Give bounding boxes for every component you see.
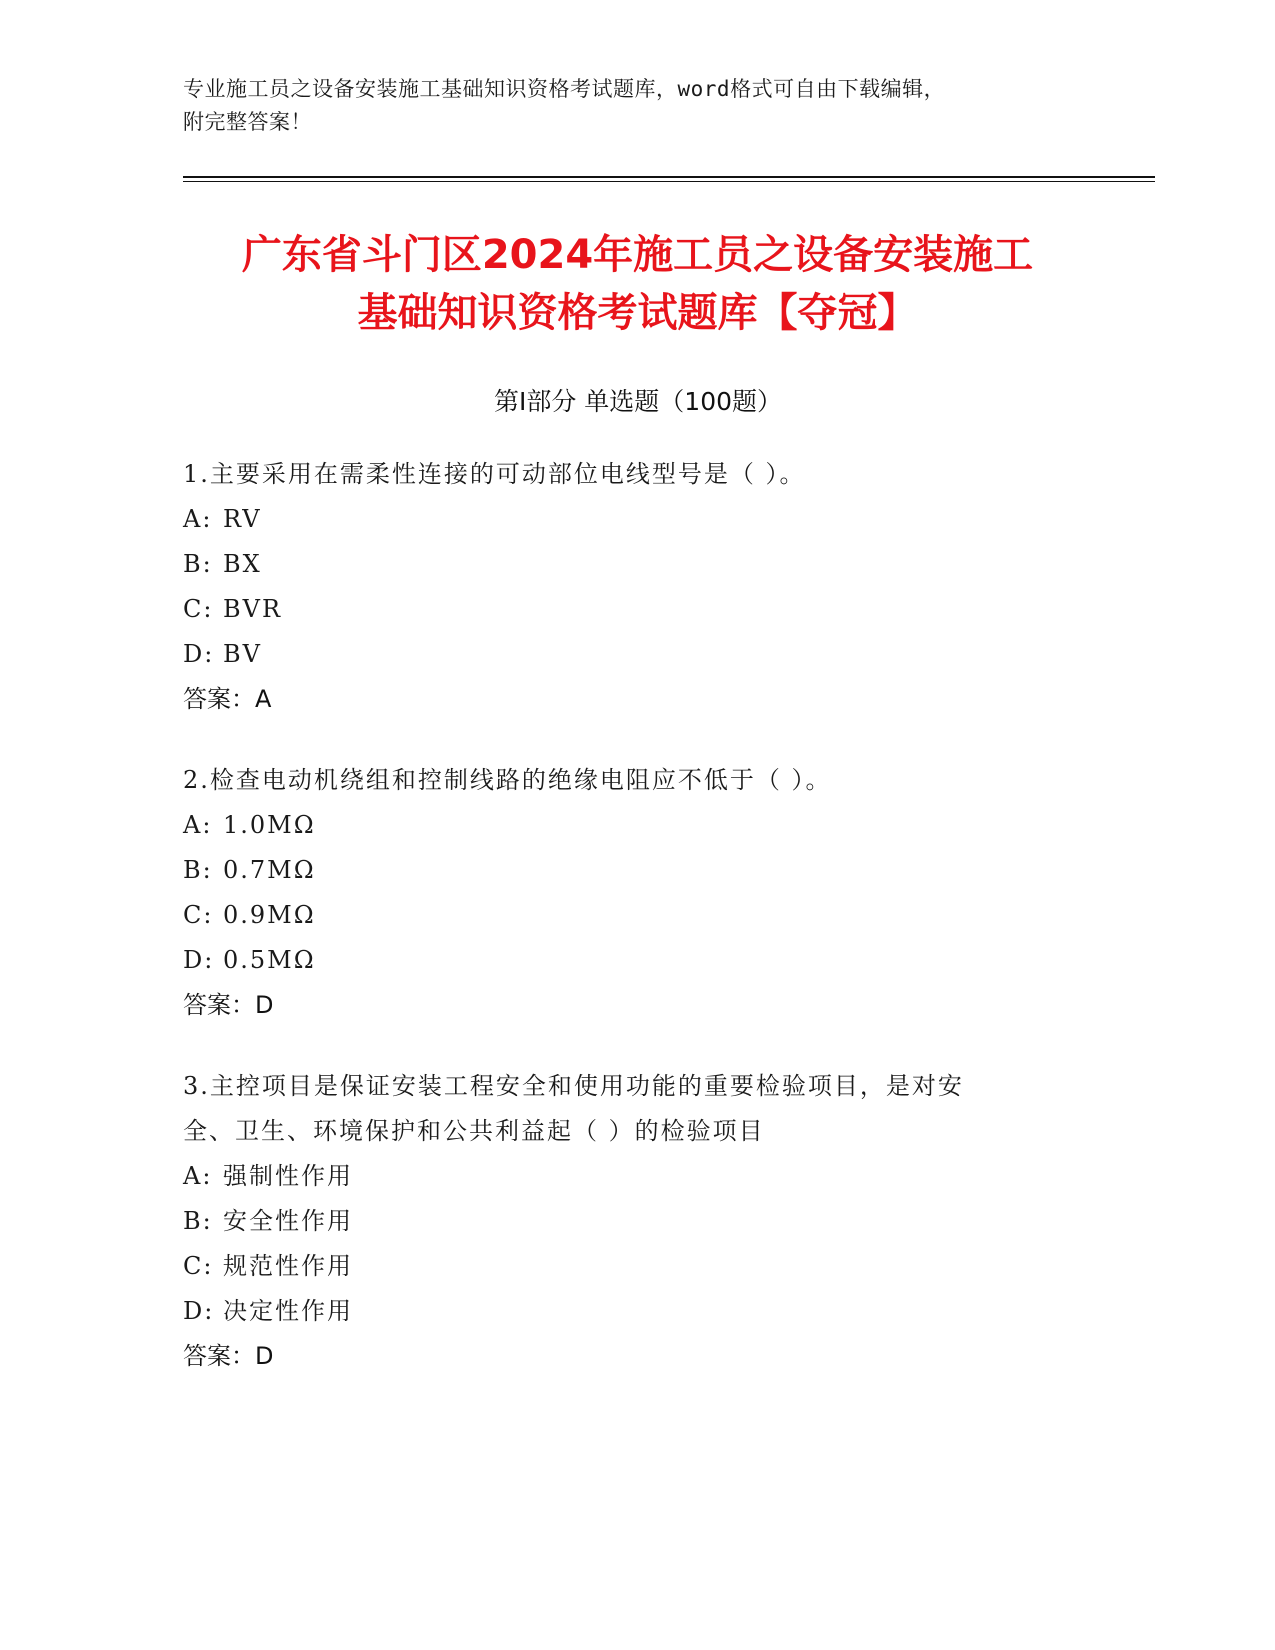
question-stem: 1.主要采用在需柔性连接的可动部位电线型号是（ ）。 xyxy=(183,460,806,488)
option-key: C: xyxy=(183,1252,214,1280)
answer-line: 答案：D xyxy=(183,1342,274,1370)
header-note-line: 专业施工员之设备安装施工基础知识资格考试题库，word格式可自由下载编辑， xyxy=(183,77,946,101)
section-heading: 第Ⅰ部分 单选题（100题） xyxy=(493,387,783,416)
option-d xyxy=(183,632,1083,677)
header-divider xyxy=(183,176,1155,178)
document-title-line: 广东省斗门区2024年施工员之设备安装施工 xyxy=(241,232,1034,278)
option-text: 决定性作用 xyxy=(223,1297,353,1325)
option-text: 0.7MΩ xyxy=(223,856,316,884)
document-title-line: 基础知识资格考试题库【夺冠】 xyxy=(357,290,918,336)
option-text: 规范性作用 xyxy=(223,1252,353,1280)
question-stem: 3.主控项目是保证安装工程安全和使用功能的重要检验项目，是对安 xyxy=(183,1072,964,1100)
document-title xyxy=(150,226,1125,342)
option-text: 0.9MΩ xyxy=(223,901,316,929)
option-text: 安全性作用 xyxy=(223,1207,353,1235)
question-2 xyxy=(183,758,1083,1028)
answer-line: 答案：D xyxy=(183,991,274,1019)
option-key: A: xyxy=(183,1162,213,1190)
option-d xyxy=(183,938,1083,983)
option-key: B: xyxy=(183,1207,213,1235)
header-note-line: 附完整答案！ xyxy=(183,110,312,134)
option-key: D: xyxy=(183,640,215,668)
option-text: BVR xyxy=(223,595,283,623)
option-text: BV xyxy=(223,640,262,668)
option-a xyxy=(183,803,1083,848)
option-text: RV xyxy=(223,505,262,533)
option-key: C: xyxy=(183,901,214,929)
option-b xyxy=(183,848,1083,893)
question-stem: 2.检查电动机绕组和控制线路的绝缘电阻应不低于（ ）。 xyxy=(183,766,832,794)
question-3 xyxy=(183,1064,1083,1379)
option-key: B: xyxy=(183,550,213,578)
answer-line: 答案：A xyxy=(183,685,272,713)
option-text: BX xyxy=(223,550,262,578)
option-c xyxy=(183,587,1083,632)
option-key: A: xyxy=(183,505,213,533)
header-note xyxy=(183,73,1063,139)
option-key: D: xyxy=(183,946,215,974)
option-b xyxy=(183,1199,1083,1244)
option-d xyxy=(183,1289,1083,1334)
option-key: D: xyxy=(183,1297,215,1325)
option-key: A: xyxy=(183,811,213,839)
option-text: 强制性作用 xyxy=(223,1162,353,1190)
question-stem-continued: 全、卫生、环境保护和公共利益起（ ）的检验项目 xyxy=(183,1117,765,1145)
option-a xyxy=(183,497,1083,542)
option-c xyxy=(183,1244,1083,1289)
option-b xyxy=(183,542,1083,587)
option-key: B: xyxy=(183,856,213,884)
option-key: C: xyxy=(183,595,214,623)
option-a xyxy=(183,1154,1083,1199)
header-divider-thin xyxy=(183,181,1155,182)
option-text: 0.5MΩ xyxy=(223,946,316,974)
option-c xyxy=(183,893,1083,938)
option-text: 1.0MΩ xyxy=(223,811,316,839)
question-1 xyxy=(183,452,1083,722)
